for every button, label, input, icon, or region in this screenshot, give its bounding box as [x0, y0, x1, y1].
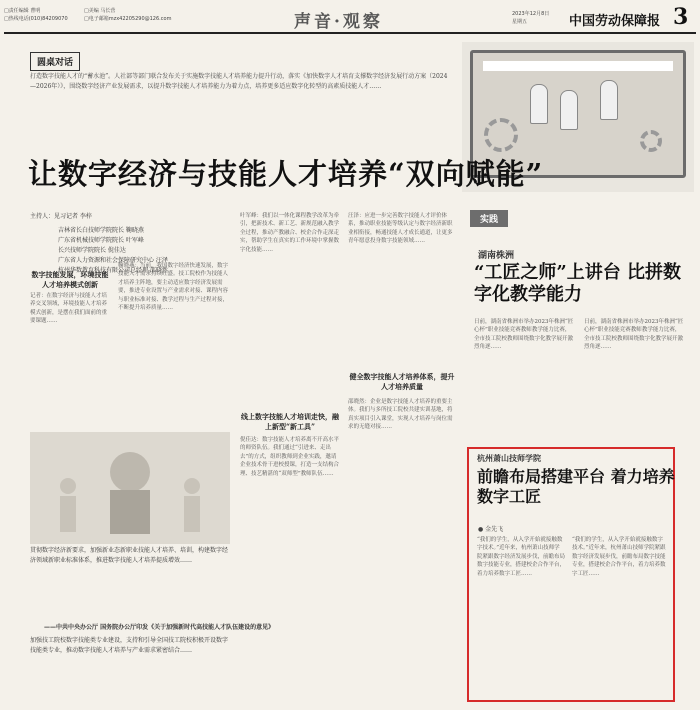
guest-item: 广东省机械技师学院院长 叶军峰: [58, 237, 144, 244]
article-kicker: 杭州萧山技师学院: [477, 453, 541, 463]
page-number: 3: [673, 4, 689, 30]
gear-icon: [640, 130, 662, 152]
quote-source: ——中共中央办公厅 国务院办公厅印发《关于加强新时代高技能人才队伍建设的意见》: [44, 624, 275, 631]
sidebar-body: 日前，湖南省株洲市举办2023年株洲“匠心杯”职业技能竞赛教师教学能力比赛，全市技工院校教师围绕数字化教学展开激烈角逐……: [474, 319, 574, 351]
article-column: 叶军峰：我们以一体化课程教学改革为牵引，把新技术、新工艺、新规范融入教学全过程，推动产教融合、校企合作走深走实，帮助学生在真实的工作环境中掌握数字化技能……: [240, 213, 340, 253]
subhead: 线上数字技能人才培训走快，融上新型“新工具”: [241, 412, 339, 431]
article-column: 汪泽：应进一步完善数字技能人才评价体系，推动职业技能等级认定与数字经济新职业相衔接，畅通技能人才成长通道，让更多青年愿意投身数字技能领域……: [348, 213, 453, 245]
screen-bar: [483, 61, 673, 71]
masthead: [4, 4, 696, 34]
policy-quote: 加强技工院校数字技能类专业建设，支持和引导全国技工院校积极开设数字技能类专业，推动数字技能人才培养与产业需求紧密结合……: [30, 637, 229, 654]
subhead: 数字技能发展，环境技能人才培养模式创新: [31, 270, 109, 289]
worker-figure: [530, 84, 548, 124]
policy-quote: 贯彻数字经济新要求，加强新业态新职业技能人才培养、培训，构建数字经济领域新职业标准体系，推进数字技能人才培养提质增效……: [30, 547, 229, 564]
article-author: ● 金先飞: [478, 526, 504, 533]
subhead: 健全数字技能人才培养体系，提升人才培养质量: [349, 372, 455, 391]
guest-item: 吉林省长白技师学院院长 鞠晓燕: [58, 227, 144, 234]
newspaper-name: 中国劳动保障报: [569, 14, 661, 29]
sidebar-tag: 实践: [470, 210, 508, 227]
article-column: 倪佳达：数字技能人才培养离不开高水平的师资队伍。我们通过“引进来、走出去”的方式，组织教师到企业实践，邀请企业技术骨干进校授课，打造一支结构合理、技艺精湛的“双师型”教师队伍……: [240, 437, 340, 477]
contact-info: □美编 马长营 □电子邮箱mzx42205290@126.com: [84, 8, 172, 22]
article-body: “我们的学生，从入学开始就接触数字技术。”近年来，杭州萧山技师学院紧跟数字经济发展步伐，前瞻布局数字技能专业，搭建校企合作平台，着力培养数字工匠……: [572, 537, 666, 577]
article-column: 邵晓然：企业是数字技能人才培养的重要主体。我们与多所技工院校共建实训基地，将真实项目引入课堂，实现人才培养与岗位需求的无缝对接……: [348, 399, 453, 431]
issue-date: 2023年12月8日 星期五: [512, 11, 550, 25]
host-line: 主持人：见习记者 李梓: [30, 213, 92, 220]
guest-item: 杭州华数教育科技有限公司总经理 邵晓然: [58, 267, 168, 274]
gear-icon: [484, 118, 518, 152]
robot-icon: [30, 432, 230, 544]
sidebar-headline: “工匠之师”上讲台 比拼数字化教学能力: [474, 262, 681, 305]
article-column: 鞠晓燕：当前，我国数字经济快速发展，数字技能人才需求持续旺盛。技工院校作为技能人才培养主阵地，要主动适应数字经济发展需要，推进专业设置与产业需求对接、课程内容与职业标准对接、教学过程与生产过程对接，不断提升培养质量……: [118, 263, 229, 312]
article-body: “我们的学生，从入学开始就接触数字技术。”近年来，杭州萧山技师学院紧跟数字经济发展步伐，前瞻布局数字技能专业，搭建校企合作平台，着力培养数字工匠……: [477, 537, 565, 577]
illustration-robot: [30, 432, 230, 544]
feature-intro: 打造数字技能人才的“蓄水池”。人社部等部门联合发布关于实施数字技能人才培养能力提升行动，落实《加快数字人才培育支撑数字经济发展行动方案（2024—2026年）》，围绕数字经济产业发展需求，以提升数字技能人才培养能力为着力点，培养更多适应数字化转型的高素质技能人才……: [30, 73, 448, 90]
guest-item: 长兴技师学院院长 倪佳达: [58, 247, 126, 254]
guest-item: 广东省人力资源和社会保障研究中心 汪泽: [58, 257, 168, 264]
worker-figure: [560, 90, 578, 130]
editor-info: □责任编辑 曹明 □热线电话(010)84209070: [4, 8, 68, 22]
article-headline: 前瞻布局搭建平台 着力培养数字工匠: [477, 467, 675, 506]
article-column: 记者：在数字经济与技能人才培养交叉领域，环境技能人才培养模式创新，是摆在我们面前的重要课题……: [30, 293, 108, 325]
sidebar-kicker: 湖南株洲: [478, 251, 515, 261]
feature-headline: 让数字经济与技能人才培养“双向赋能”: [28, 157, 544, 191]
worker-figure: [600, 80, 618, 120]
sidebar-body: 日前，湖南省株洲市举办2023年株洲“匠心杯”职业技能竞赛教师教学能力比赛，全市技工院校教师围绕数字化教学展开激烈角逐……: [584, 319, 684, 351]
section-title: 声音·观察: [294, 12, 383, 32]
feature-tag: 圆桌对话: [30, 52, 80, 71]
